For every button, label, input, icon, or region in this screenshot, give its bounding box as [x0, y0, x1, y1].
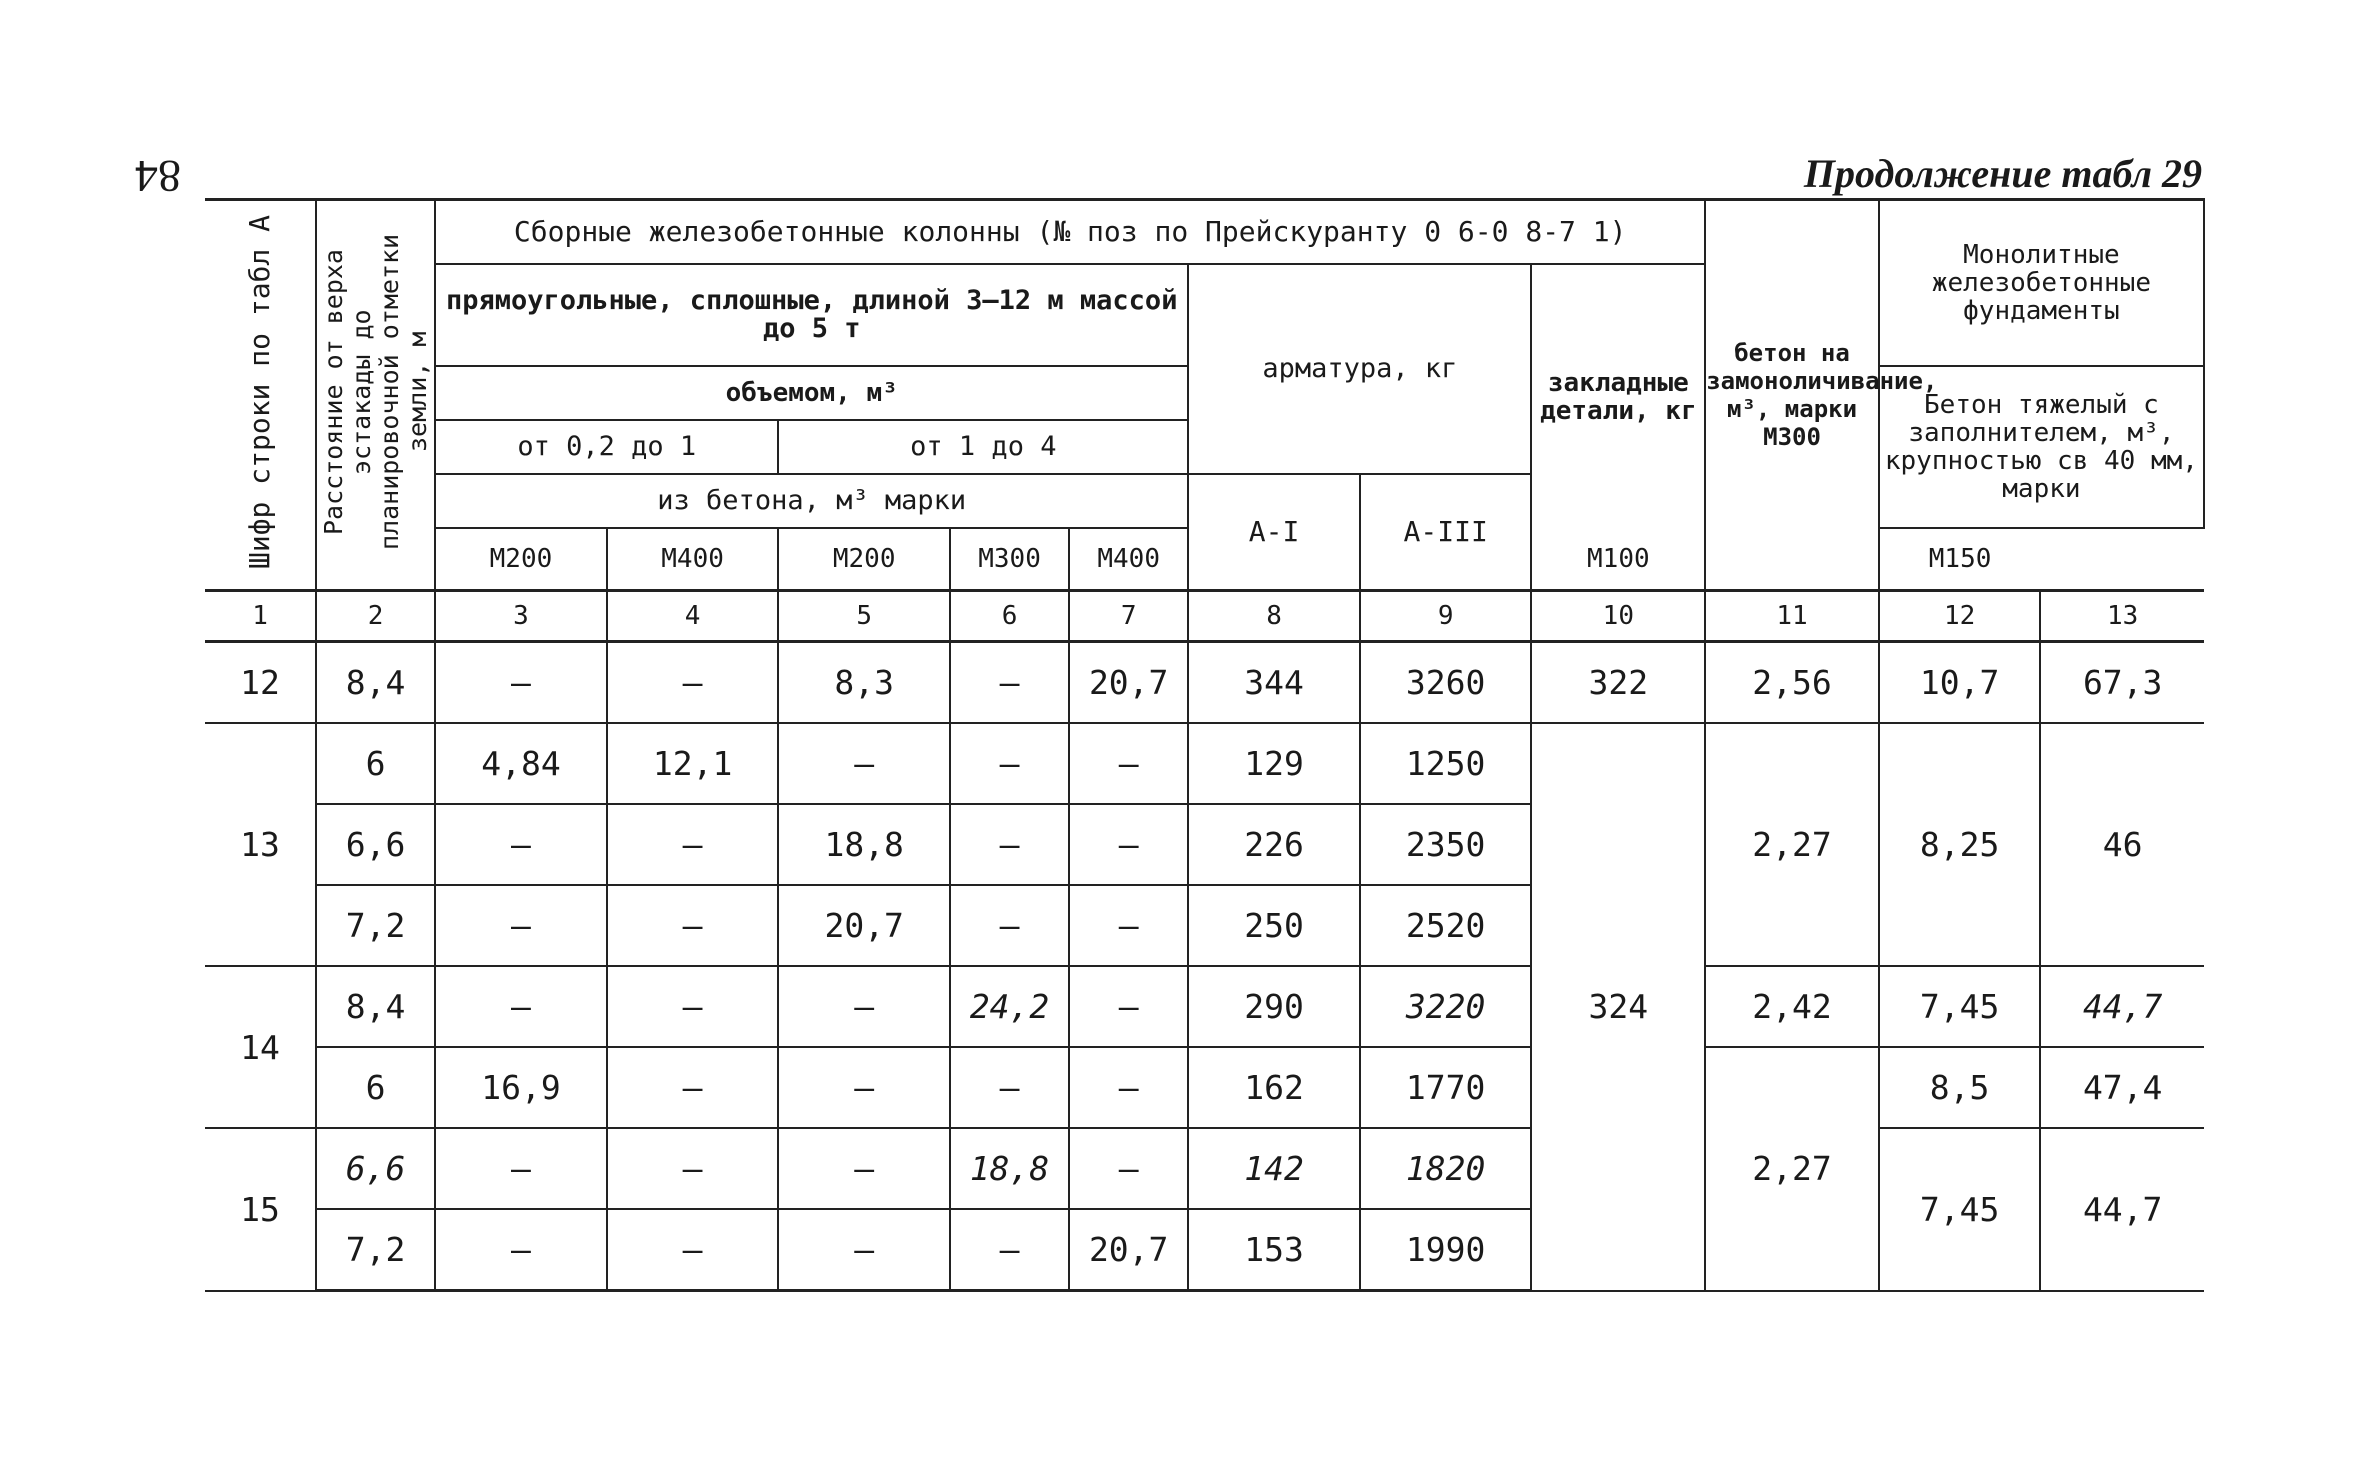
- colnum: 9: [1360, 591, 1532, 642]
- colnum: 4: [607, 591, 779, 642]
- cell: 18,8: [778, 804, 950, 885]
- cell: —: [435, 885, 607, 966]
- cell: —: [607, 885, 779, 966]
- header-rect: прямоугольные, сплошные, длиной 3—12 м массой до 5 т: [435, 264, 1188, 366]
- cell: —: [1069, 804, 1188, 885]
- header-vol2: от 1 до 4: [778, 420, 1188, 474]
- colnum: 10: [1531, 591, 1705, 642]
- cell-embedded: 324: [1531, 723, 1705, 1291]
- cell: 7,45: [1879, 1128, 2041, 1291]
- header-m200a: М200: [435, 528, 607, 591]
- header-columns-group: Сборные железобетонные колонны (№ поз по Прейскуранту 0 6-0 8-7 1): [435, 200, 1705, 265]
- cell: —: [778, 966, 950, 1047]
- cell: —: [778, 723, 950, 804]
- cell: —: [607, 1047, 779, 1128]
- header-m300: М300: [950, 528, 1069, 591]
- cell: —: [607, 642, 779, 724]
- cell: 1990: [1360, 1209, 1532, 1291]
- cell: 1250: [1360, 723, 1532, 804]
- colnum: 13: [2040, 591, 2204, 642]
- column-numbers-row: [205, 591, 2204, 642]
- cell: —: [950, 1209, 1069, 1291]
- table-row: [205, 723, 2204, 804]
- colnum: 1: [205, 591, 316, 642]
- colnum: 8: [1188, 591, 1360, 642]
- cell: —: [1069, 885, 1188, 966]
- cell: 7,2: [316, 885, 435, 966]
- cell: 322: [1531, 642, 1705, 724]
- colnum: 6: [950, 591, 1069, 642]
- cell: —: [607, 804, 779, 885]
- cell-code: 15: [205, 1128, 316, 1291]
- header-heavy: Бетон тяжелый с заполнителем, м³, крупностью св 40 мм, марки: [1879, 366, 2204, 528]
- table-caption: Продолжение табл 29: [1803, 151, 2202, 196]
- header-distance: Расстояние от верха эстакады до планировочной отметки земли, м: [316, 200, 435, 591]
- cell: —: [607, 1209, 779, 1291]
- table-row: [205, 966, 2204, 1047]
- cell: —: [950, 1047, 1069, 1128]
- cell: —: [435, 804, 607, 885]
- cell: 46: [2040, 723, 2204, 966]
- cell: 7,2: [316, 1209, 435, 1291]
- header-a3: А-III: [1360, 474, 1532, 591]
- cell: 3220: [1360, 966, 1532, 1047]
- cell: —: [435, 966, 607, 1047]
- header-m200b: М200: [778, 528, 950, 591]
- cell: 3260: [1360, 642, 1532, 724]
- cell: —: [778, 1128, 950, 1209]
- header-m400b: М400: [1069, 528, 1188, 591]
- cell: 44,7: [2040, 966, 2204, 1047]
- cell: 44,7: [2040, 1128, 2204, 1291]
- cell: 20,7: [1069, 642, 1188, 724]
- cell: 2,27: [1705, 1047, 1879, 1291]
- colnum: 2: [316, 591, 435, 642]
- cell: 2520: [1360, 885, 1532, 966]
- cell: —: [950, 804, 1069, 885]
- header-m400a: М400: [607, 528, 779, 591]
- table-row: [205, 1047, 2204, 1128]
- cell-code: 13: [205, 723, 316, 966]
- cell: 162: [1188, 1047, 1360, 1128]
- colnum: 7: [1069, 591, 1188, 642]
- cell: —: [1069, 966, 1188, 1047]
- header-vol1: от 0,2 до 1: [435, 420, 778, 474]
- cell: 153: [1188, 1209, 1360, 1291]
- cell: —: [1069, 1047, 1188, 1128]
- colnum: 3: [435, 591, 607, 642]
- cell: 2,27: [1705, 723, 1879, 966]
- header-m100: М100: [1531, 528, 1705, 591]
- data-table: [205, 198, 2205, 1292]
- cell: 8,4: [316, 966, 435, 1047]
- header-concrete: из бетона, м³ марки: [435, 474, 1188, 528]
- colnum: 11: [1705, 591, 1879, 642]
- cell: 142: [1188, 1128, 1360, 1209]
- cell: 2,42: [1705, 966, 1879, 1047]
- cell: 6,6: [316, 1128, 435, 1209]
- cell: 18,8: [950, 1128, 1069, 1209]
- cell: —: [607, 966, 779, 1047]
- cell: 6,6: [316, 804, 435, 885]
- cell: 2,56: [1705, 642, 1879, 724]
- cell: —: [778, 1047, 950, 1128]
- cell: 20,7: [1069, 1209, 1188, 1291]
- header-monolith: Монолитные железобетонные фундаменты: [1879, 200, 2204, 367]
- header-beton: бетон на замоноличивание, м³, марки М300: [1705, 200, 1879, 591]
- header-embedded: закладные детали, кг: [1531, 264, 1705, 528]
- cell: 6: [316, 723, 435, 804]
- cell: —: [950, 723, 1069, 804]
- cell: —: [950, 885, 1069, 966]
- cell: 24,2: [950, 966, 1069, 1047]
- cell: 10,7: [1879, 642, 2041, 724]
- cell: 12,1: [607, 723, 779, 804]
- cell: —: [435, 1128, 607, 1209]
- page-number: 84: [135, 151, 181, 202]
- cell: 344: [1188, 642, 1360, 724]
- header-volume: объемом, м³: [435, 366, 1188, 420]
- cell: 2350: [1360, 804, 1532, 885]
- cell: 250: [1188, 885, 1360, 966]
- cell: —: [607, 1128, 779, 1209]
- cell: 47,4: [2040, 1047, 2204, 1128]
- table-row: [205, 1128, 2204, 1209]
- cell: 129: [1188, 723, 1360, 804]
- cell: —: [1069, 1128, 1188, 1209]
- header-a1: А-I: [1188, 474, 1360, 591]
- table-row: [205, 642, 2204, 724]
- cell-code: 12: [205, 642, 316, 724]
- cell: —: [950, 642, 1069, 724]
- cell: —: [1069, 723, 1188, 804]
- cell: 7,45: [1879, 966, 2041, 1047]
- cell: 8,5: [1879, 1047, 2041, 1128]
- colnum: 12: [1879, 591, 2041, 642]
- cell-code: 14: [205, 966, 316, 1128]
- cell: 4,84: [435, 723, 607, 804]
- colnum: 5: [778, 591, 950, 642]
- cell: 20,7: [778, 885, 950, 966]
- cell: —: [435, 642, 607, 724]
- cell: 6: [316, 1047, 435, 1128]
- cell: —: [435, 1209, 607, 1291]
- header-row-code: Шифр строки по табл А: [205, 200, 316, 591]
- cell: 8,25: [1879, 723, 2041, 966]
- header-m150: М150: [1879, 528, 2041, 591]
- cell: 67,3: [2040, 642, 2204, 724]
- cell: 8,3: [778, 642, 950, 724]
- cell: 8,4: [316, 642, 435, 724]
- header-armature: арматура, кг: [1188, 264, 1531, 474]
- cell: —: [778, 1209, 950, 1291]
- cell: 226: [1188, 804, 1360, 885]
- cell: 16,9: [435, 1047, 607, 1128]
- cell: 1820: [1360, 1128, 1532, 1209]
- cell: 1770: [1360, 1047, 1532, 1128]
- cell: 290: [1188, 966, 1360, 1047]
